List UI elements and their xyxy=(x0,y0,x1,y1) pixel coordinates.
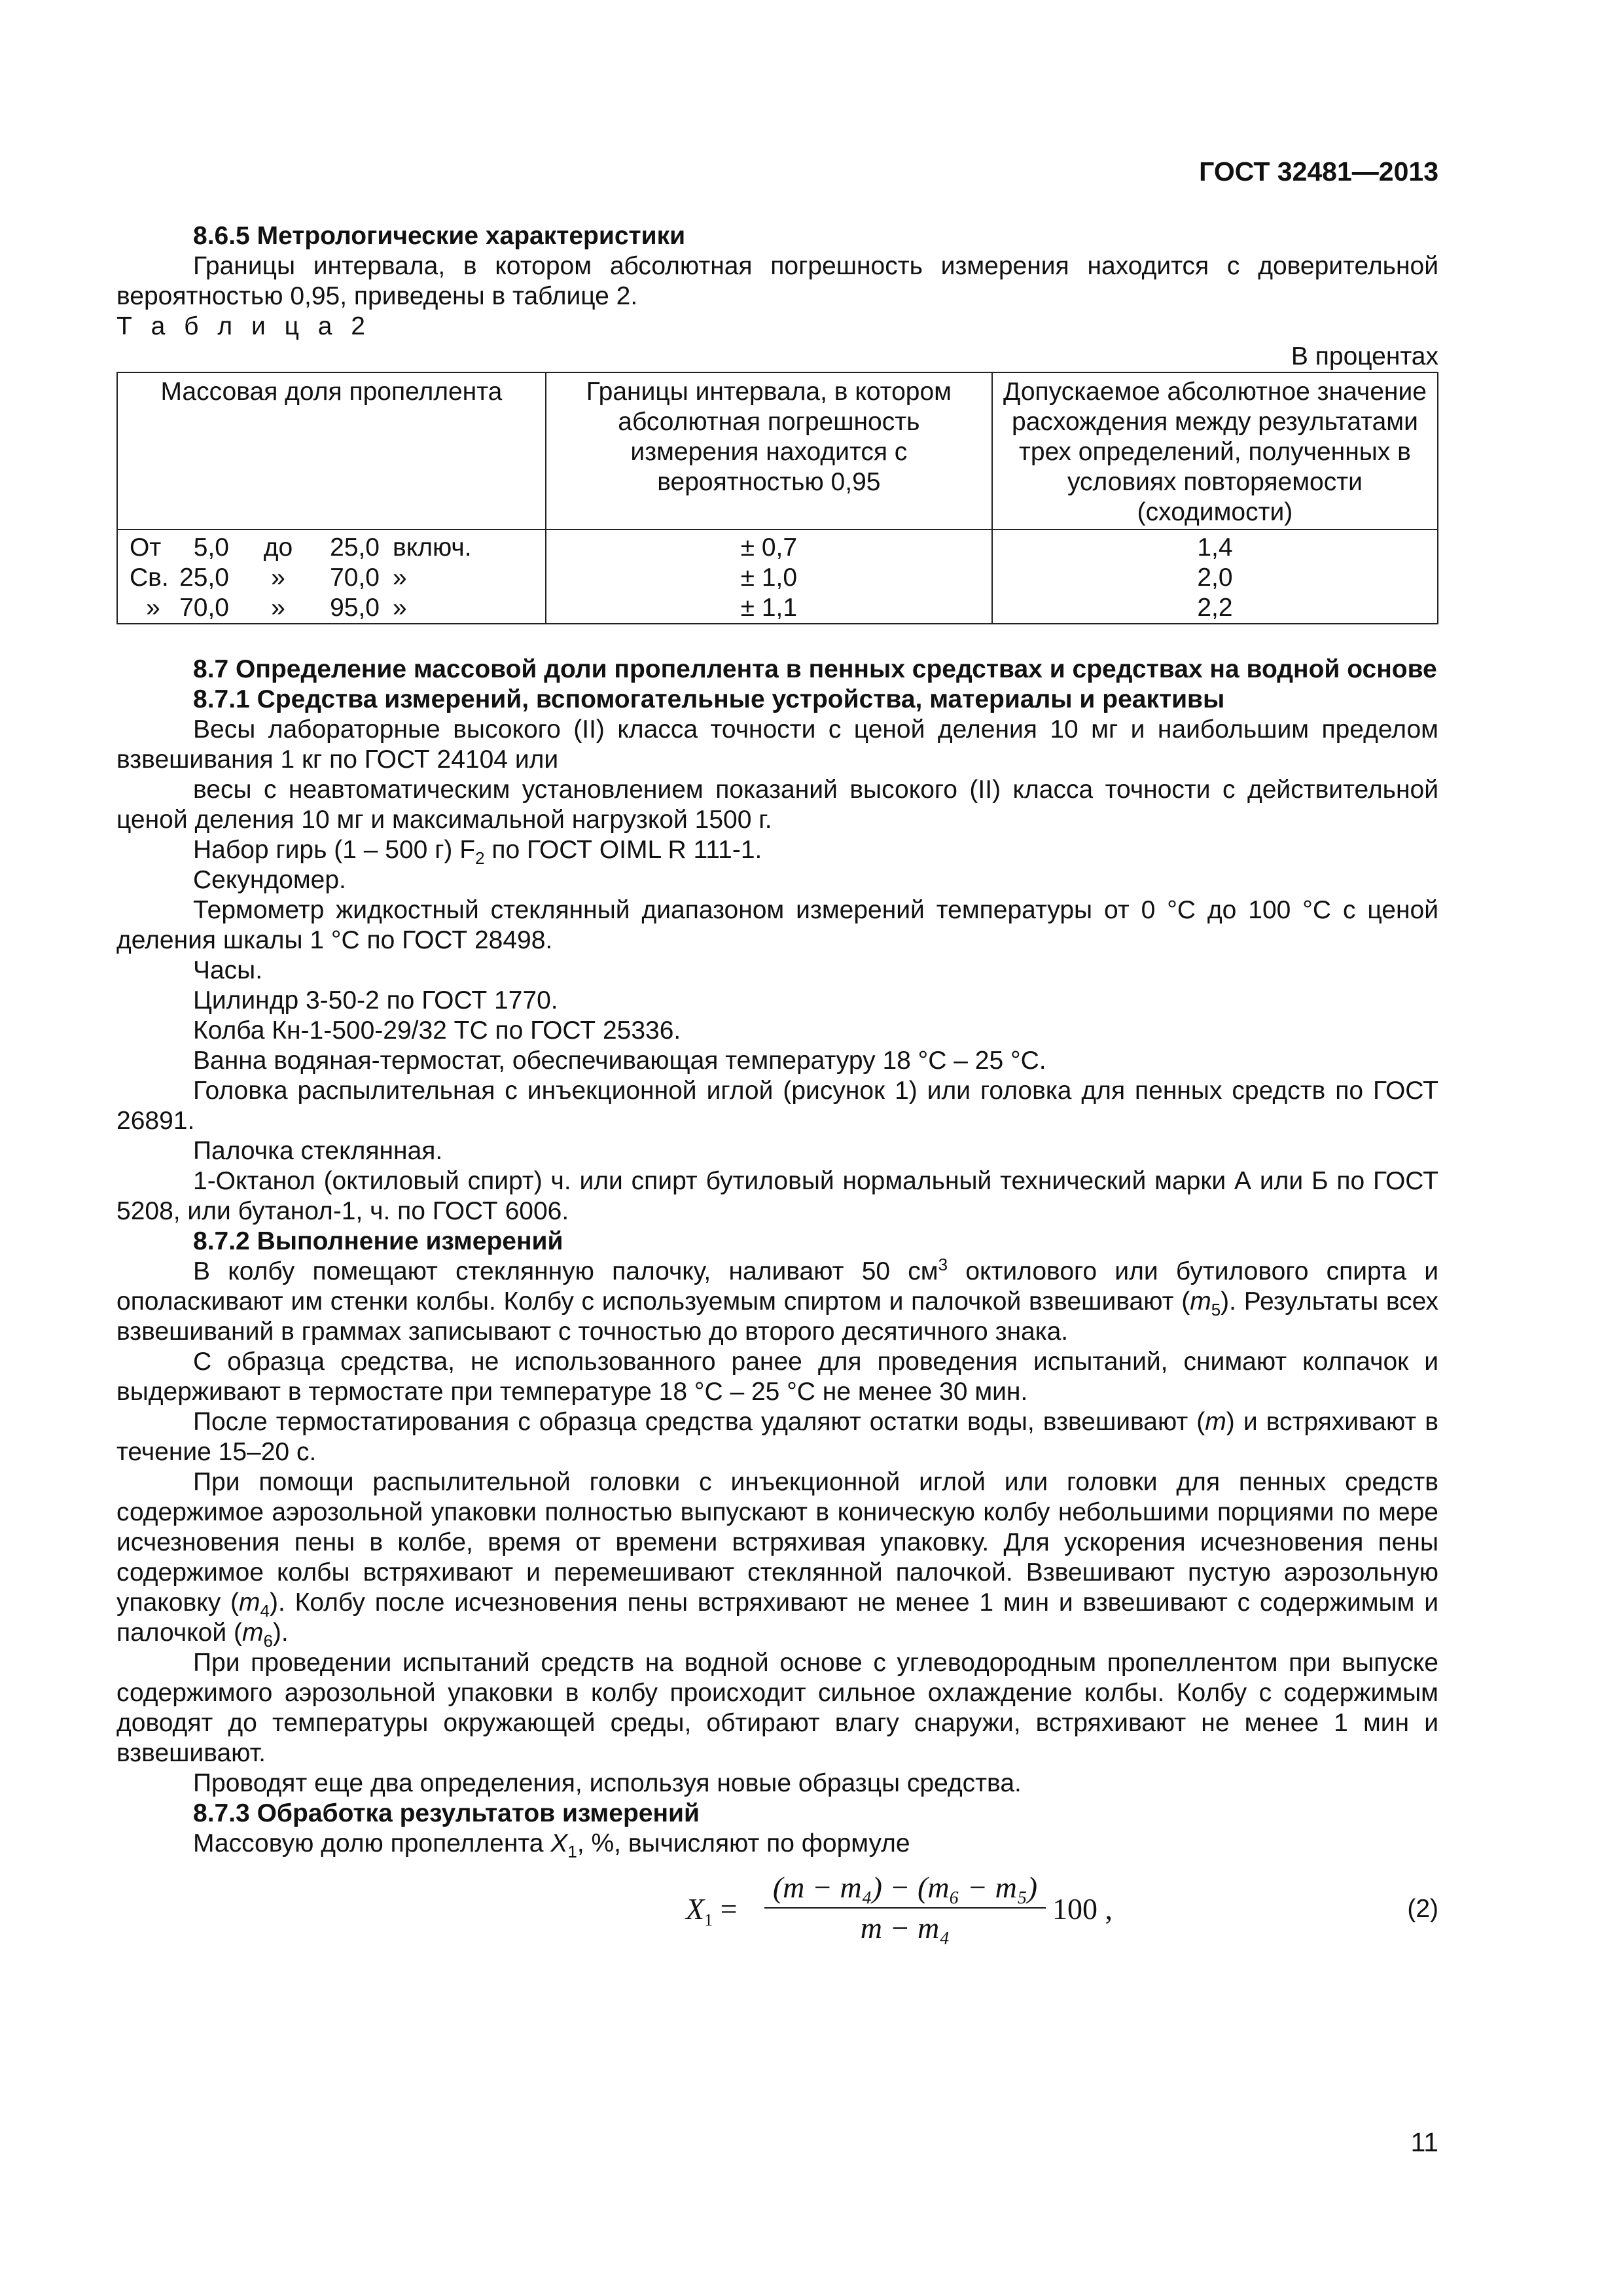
equipment-item: Головка распылительная с инъекционной иглой (рисунок 1) или головка для пенных средств по ГОСТ 26891. xyxy=(116,1077,1438,1135)
fraction-bar xyxy=(764,1907,1046,1909)
formula-lhs: $X_1$ = xyxy=(686,1892,738,1930)
table-row xyxy=(117,563,1438,593)
column-header-difference: Допускаемое абсолютное значение расхождения между результатами трех определений, полученных в условиях повторяемости (сходимости) xyxy=(992,372,1438,529)
table-cell-difference: 1,4 xyxy=(992,529,1438,563)
procedure-paragraph: При проведении испытаний средств на водной основе с углеводородным пропеллентом при выпуске содержимого аэрозольной упаковки в колбу происходит сильное охлаждение колбы. Колбу с содержимым доводят до температуры окружающей среды, обтирают влагу снаружи, встряхивают не менее 1 мин и взвешивают. xyxy=(116,1649,1438,1767)
formula-fraction xyxy=(764,1869,1046,1946)
equipment-item: Цилиндр 3-50-2 по ГОСТ 1770. xyxy=(193,986,558,1014)
table-cell-difference: 2,0 xyxy=(992,563,1438,593)
table-units: В процентах xyxy=(1291,342,1438,370)
formula-factor: 100 , xyxy=(1052,1892,1113,1926)
formula-number: (2) xyxy=(1407,1895,1438,1923)
table-2 xyxy=(116,372,1438,624)
section-8-7-2-title: 8.7.2 Выполнение измерений xyxy=(193,1227,563,1255)
procedure-paragraph: В колбу помещают стеклянную палочку, наливают 50 $см^3$ октилового или бутилового спирта и ополаскивают им стенки колбы. Колбу с используемым спиртом и палочкой взвешивают $(m_5)$. Результаты всех взвешиваний в граммах записывают с точностью до второго десятичного знака. xyxy=(116,1255,1438,1346)
formula-block xyxy=(116,1863,1438,1974)
equipment-item: Часы. xyxy=(193,956,263,984)
section-8-7-1-title: 8.7.1 Средства измерений, вспомогательные устройства, материалы и реактивы xyxy=(193,685,1225,713)
equipment-item: Термометр жидкостный стеклянный диапазоном измерений температуры от 0 °С до 100 °С с ценой деления шкалы 1 °С по ГОСТ 28498. xyxy=(116,896,1438,954)
equipment-item-weights: Набор гирь (1 – 500 г) $F_2$ по ГОСТ OIML R 111-1. xyxy=(193,836,762,868)
table-cell-interval: ± 1,0 xyxy=(546,563,992,593)
section-8-7-title: 8.7 Определение массовой доли пропеллента в пенных средствах и средствах на водной основе xyxy=(193,655,1437,683)
equipment-item: Секундомер. xyxy=(193,866,346,894)
procedure-paragraph: С образца средства, не использованного ранее для проведения испытаний, снимают колпачок и выдерживают в термостате при температуре 18 °С – 25 °С не менее 30 мин. xyxy=(116,1348,1438,1406)
formula-numerator: (m − m₄) − (m₆ − m₅) xyxy=(772,1871,1038,1904)
equipment-item: Ванна водяная-термостат, обеспечивающая температуру 18 °С – 25 °С. xyxy=(193,1047,1046,1075)
section-8-7-3-title: 8.7.3 Обработка результатов измерений xyxy=(193,1799,700,1827)
table-row xyxy=(117,593,1438,624)
formula-denominator: m − m₄ xyxy=(860,1911,950,1945)
equipment-item: Колба Кн-1-500-29/32 ТС по ГОСТ 25336. xyxy=(193,1016,681,1045)
column-header-interval: Границы интервала, в котором абсолютная погрешность измерения находится с вероятностью 0,95 xyxy=(546,372,992,529)
calculation-intro: Массовую долю пропеллента $X_1$, %, вычисляют по формуле xyxy=(193,1829,910,1861)
procedure-paragraph: При помощи распылительной головки с инъекционной иглой или головки для пенных средств содержимое аэрозольной упаковки полностью выпускают в коническую колбу небольшими порциями по мере исчезновения пены в колбе, время от времени встряхивая упаковку. Для ускорения исчезновения пены содержимое колбы встряхивают и перемешивают стеклянной палочкой. Взвешивают пустую аэрозольную упаковку $(m_4)$. Колбу после исчезновения пены встряхивают не менее 1 мин и взвешивают с содержимым и палочкой $(m_6)$. xyxy=(116,1468,1438,1651)
table-row xyxy=(117,529,1438,563)
table-cell-interval: ± 1,1 xyxy=(546,593,992,624)
table-caption: Т а б л и ц а 2 xyxy=(116,312,371,340)
procedure-paragraph: После термостатирования с образца средства удаляют остатки воды, взвешивают (m) и встряхивают в течение 15–20 с. xyxy=(116,1408,1438,1466)
procedure-paragraph: Проводят еще два определения, используя новые образцы средства. xyxy=(193,1769,1022,1797)
table-cell-range: Св. 25,0 » 70,0 » xyxy=(117,563,546,593)
section-8-6-5-text: Границы интервала, в котором абсолютная погрешность измерения находится с доверительной вероятностью 0,95, приведены в таблице 2. xyxy=(116,252,1438,310)
column-header-mass-fraction: Массовая доля пропеллента xyxy=(117,372,546,529)
page-number: 11 xyxy=(1410,2127,1438,2157)
table-cell-interval: ± 0,7 xyxy=(546,529,992,563)
table-cell-difference: 2,2 xyxy=(992,593,1438,624)
table-header-row xyxy=(117,372,1438,529)
table-cell-range: От 5,0 до 25,0 включ. xyxy=(117,529,546,563)
section-8-6-5-title: 8.6.5 Метрологические характеристики xyxy=(193,222,686,250)
equipment-item: 1-Октанол (октиловый спирт) ч. или спирт бутиловый нормальный технический марки А или Б по ГОСТ 5208, или бутанол-1, ч. по ГОСТ 6006. xyxy=(116,1167,1438,1225)
equipment-item: Весы лабораторные высокого (II) класса точности с ценой деления 10 мг и наибольшим пределом взвешивания 1 кг по ГОСТ 24104 или xyxy=(116,715,1438,774)
table-cell-range: » 70,0 » 95,0 » xyxy=(117,593,546,624)
equipment-item: Палочка стеклянная. xyxy=(193,1137,443,1165)
equipment-item: весы с неавтоматическим установлением показаний высокого (II) класса точности с действительной ценой деления 10 мг и максимальной нагрузкой 1500 г. xyxy=(116,776,1438,834)
document-body xyxy=(116,221,1438,1974)
standard-header: ГОСТ 32481—2013 xyxy=(1199,156,1438,187)
